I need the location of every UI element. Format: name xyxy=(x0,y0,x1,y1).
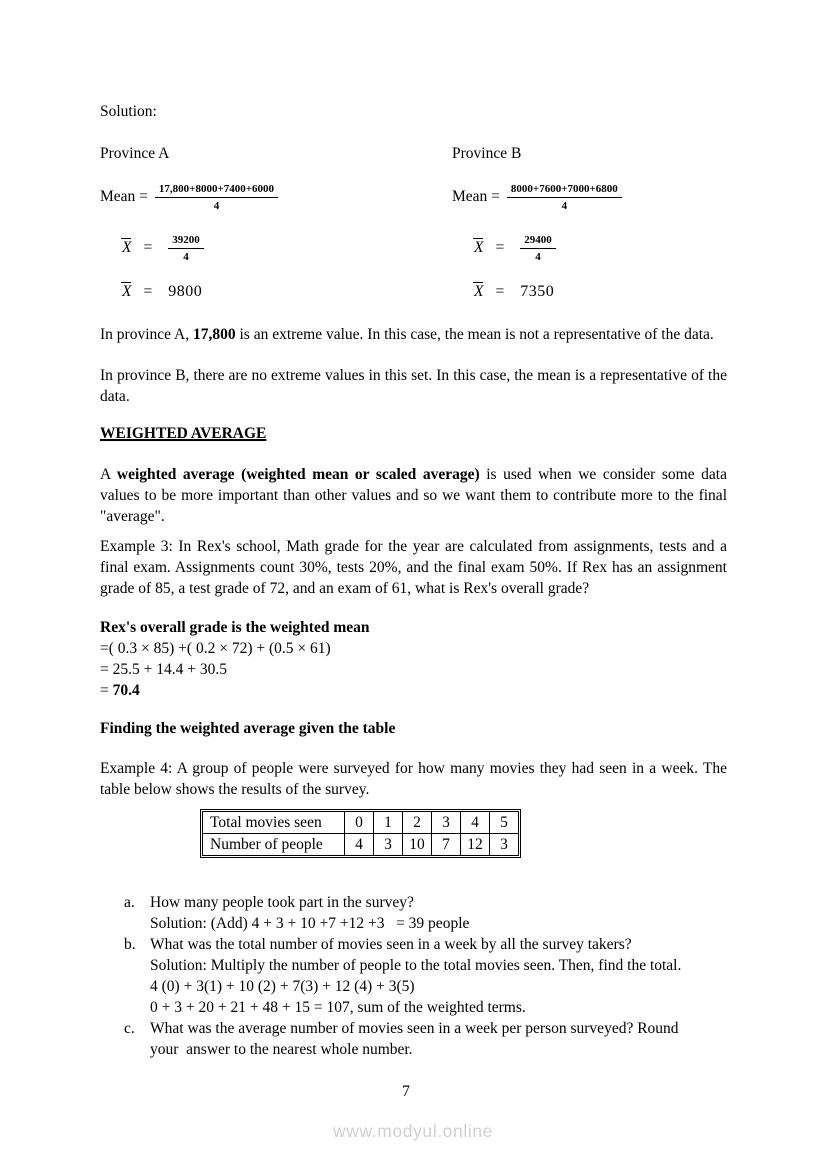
mean-numerator: 17,800+8000+7400+6000 xyxy=(155,182,278,198)
xbar-symbol: X xyxy=(474,239,484,256)
province-a-note: In province A, 17,800 is an extreme value. In this case, the mean is not a representative of the data. xyxy=(100,326,714,343)
question-text: your answer to the nearest whole number. xyxy=(150,1041,413,1058)
table-row xyxy=(203,834,519,856)
province-b-column xyxy=(452,143,727,302)
list-item xyxy=(124,934,727,1018)
table-cell: 10 xyxy=(403,834,432,856)
mean-fraction xyxy=(507,182,622,213)
rex-solution-title: Rex's overall grade is the weighted mean xyxy=(100,619,370,636)
xbar-numerator: 39200 xyxy=(168,233,204,249)
province-a-column xyxy=(100,143,452,302)
solution-text: Solution: (Add) 4 + 3 + 10 +7 +12 +3 = 39 people xyxy=(150,915,470,932)
table-cell: 3 xyxy=(374,834,403,856)
question-text: How many people took part in the survey? xyxy=(150,894,414,911)
xbar-symbol: X xyxy=(122,282,132,300)
table-cell: 0 xyxy=(345,812,374,834)
final-grade: 70.4 xyxy=(112,682,140,699)
xbar-denominator: 4 xyxy=(535,250,541,263)
solution-text: 0 + 3 + 20 + 21 + 48 + 15 = 107, sum of the weighted terms. xyxy=(150,999,526,1016)
xbar-fraction xyxy=(168,233,204,264)
mean-denominator: 4 xyxy=(561,199,568,212)
mean-denominator: 4 xyxy=(213,199,220,212)
table-cell: 12 xyxy=(461,834,490,856)
xbar-numerator: 29400 xyxy=(520,233,556,249)
question-text: What was the total number of movies seen in a week by all the survey takers? xyxy=(150,936,632,953)
rex-solution-line3: = 70.4 xyxy=(100,682,140,699)
table-cell: 4 xyxy=(461,812,490,834)
finding-heading: Finding the weighted average given the table xyxy=(100,720,396,737)
table-cell: 7 xyxy=(432,834,461,856)
rex-solution-line2: = 25.5 + 14.4 + 30.5 xyxy=(100,661,227,678)
equals-sign: = xyxy=(495,282,505,300)
province-b-xbar-equation xyxy=(472,231,727,265)
rex-solution-line1: =( 0.3 × 85) +( 0.2 × 72) + (0.5 × 61) xyxy=(100,640,331,657)
solution-text: Solution: Multiply the number of people to the total movies seen. Then, find the total. xyxy=(150,957,682,974)
weighted-average-heading: WEIGHTED AVERAGE xyxy=(100,425,267,442)
province-a-label: Province A xyxy=(100,145,170,162)
table-cell: 5 xyxy=(490,812,519,834)
mean-fraction xyxy=(155,182,278,213)
page-number: 7 xyxy=(402,1083,410,1100)
watermark: www.modyul.online xyxy=(333,1121,493,1141)
xbar-fraction xyxy=(520,233,556,264)
province-b-label: Province B xyxy=(452,145,522,162)
province-b-mean-equation xyxy=(452,181,727,213)
list-item xyxy=(124,1018,727,1060)
question-text: What was the average number of movies seen in a week per person surveyed? Round xyxy=(150,1020,679,1037)
xbar-symbol: X xyxy=(474,282,484,300)
province-b-note: In province B, there are no extreme values in this set. In this case, the mean is a representative of the data. xyxy=(100,367,727,405)
weighted-average-intro: A weighted average (weighted mean or scaled average) is used when we consider some data values to be more important than other values and so we want them to contribute more to the final "average". xyxy=(100,466,727,525)
row-label: Number of people xyxy=(203,834,345,856)
province-b-xbar-value xyxy=(472,281,727,302)
mean-label: Mean = xyxy=(100,188,148,205)
xbar-denominator: 4 xyxy=(183,250,189,263)
row-label: Total movies seen xyxy=(203,812,345,834)
equals-sign: = xyxy=(495,239,505,256)
provinces-section xyxy=(100,143,727,302)
list-marker: a. xyxy=(124,894,135,911)
mean-numerator: 8000+7600+7000+6800 xyxy=(507,182,622,198)
document-page xyxy=(100,101,727,1060)
list-marker: b. xyxy=(124,936,136,953)
province-a-xbar-equation xyxy=(120,231,452,265)
mean-result: 9800 xyxy=(168,282,203,300)
mean-label: Mean = xyxy=(452,188,500,205)
extreme-value: 17,800 xyxy=(192,326,236,343)
table-cell: 2 xyxy=(403,812,432,834)
example4-paragraph: Example 4: A group of people were surveyed for how many movies they had seen in a week. The table below shows the results of the survey. xyxy=(100,760,727,798)
example3-paragraph: Example 3: In Rex's school, Math grade for the year are calculated from assignments, tests and a final exam. Assignments count 30%, tests 20%, and the final exam 50%. If Rex has an assignment grade of 85, a test grade of 72, and an exam of 61, what is Rex's overall grade? xyxy=(100,538,727,597)
solution-label: Solution: xyxy=(100,103,157,120)
table-cell: 4 xyxy=(345,834,374,856)
survey-table xyxy=(200,809,521,858)
weighted-average-term: weighted average (weighted mean or scaled average) xyxy=(116,466,480,483)
equals-sign: = xyxy=(143,239,153,256)
xbar-symbol: X xyxy=(122,239,132,256)
rex-solution-block xyxy=(100,617,727,701)
table-row xyxy=(203,812,519,834)
province-a-xbar-value xyxy=(120,281,452,302)
table-cell: 3 xyxy=(432,812,461,834)
mean-result: 7350 xyxy=(520,282,555,300)
list-marker: c. xyxy=(124,1020,135,1037)
equals-sign: = xyxy=(143,282,153,300)
province-a-mean-equation xyxy=(100,181,452,213)
table-cell: 3 xyxy=(490,834,519,856)
list-item xyxy=(124,892,727,934)
question-list xyxy=(124,892,727,1060)
table-cell: 1 xyxy=(374,812,403,834)
solution-text: 4 (0) + 3(1) + 10 (2) + 7(3) + 12 (4) + 3(5) xyxy=(150,978,415,995)
